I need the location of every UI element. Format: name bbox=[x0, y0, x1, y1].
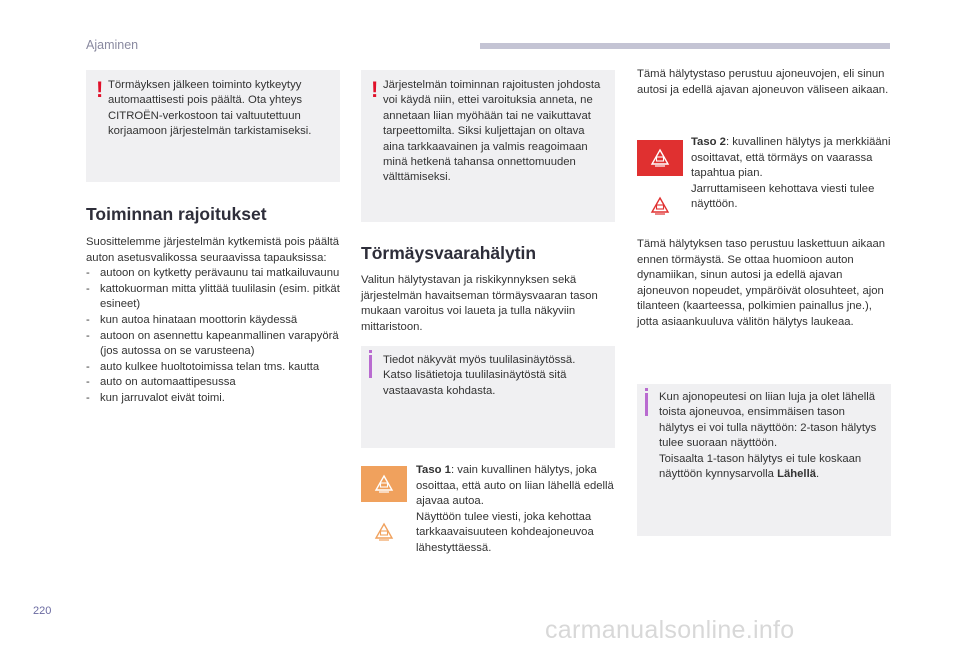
limitations-text bbox=[86, 235, 344, 407]
level2-description bbox=[691, 135, 891, 182]
level1-text-part: : vain kuvallinen hälytys, joka osoittaa, että auto on liian lähellä edellä ajavaa autoa. bbox=[416, 464, 614, 508]
level1-label: Taso 1 bbox=[416, 464, 451, 476]
collision-alert-intro: Valitun hälytystavan ja riskikynnyksen sekä järjestelmän havaitseman törmäysvaaran tason mukaan varoitus voi laueta ja tulla näkyviin mittaristoon. bbox=[361, 274, 598, 333]
collision-alert-icon bbox=[650, 196, 670, 216]
section-title: Ajaminen bbox=[86, 38, 139, 52]
list-item: - auto kulkee huoltotoimissa telan tms. kautta bbox=[86, 360, 344, 376]
level1-message: Näyttöön tulee viesti, joka kehottaa tarkkaavaisuuteen kohdeajoneuvoa lähestyttäessä. bbox=[416, 510, 594, 554]
level1-text bbox=[416, 463, 616, 557]
level1-description bbox=[416, 463, 616, 510]
warning-text: Järjestelmän toiminnan rajoitusten johdosta voi käydä niin, ettei varoituksia anneta, ne annetaan liian myöhään tai ne vaikuttavat tarpeettomilta. Siksi kuljettajan on oltava aina tarkkaavainen ja valmis reagoimaan minä hetkenä tahansa onnettomuuden välttämiseksi. bbox=[383, 79, 601, 184]
warning-box bbox=[86, 70, 340, 182]
level2-text-part: : kuvallinen hälytys ja merkkiääni osoittavat, että törmäys on vaarassa tapahtua pian. bbox=[691, 136, 891, 180]
list-item: - kun jarruvalot eivät toimi. bbox=[86, 391, 344, 407]
info-text: Tiedot näkyvät myös tuulilasinäytössä. Katso lisätietoja tuulilasinäytöstä sitä vastaavasta kohdasta. bbox=[383, 354, 576, 397]
list-item: - kun autoa hinataan moottorin käydessä bbox=[86, 313, 344, 329]
watermark: carmanualsonline.info bbox=[545, 616, 795, 644]
page-number: 220 bbox=[33, 605, 52, 617]
level2-text bbox=[691, 135, 891, 213]
info-line2 bbox=[659, 452, 883, 483]
level2-icon-white bbox=[637, 188, 683, 224]
info-icon bbox=[645, 393, 648, 416]
warning-text: Törmäyksen jälkeen toiminto kytkeytyy automaattisesti pois päältä. Ota yhteys CITROËN-verkostoon tai valtuutettuun korjaamoon järjestelmän tarkistamiseksi. bbox=[108, 79, 312, 138]
level2-label: Taso 2 bbox=[691, 136, 726, 148]
info-line2-prefix: Toisaalta 1-tason hälytys ei tule koskaan näyttöön kynnysarvolla bbox=[659, 452, 862, 481]
level2-icon-red bbox=[637, 140, 683, 176]
info-box bbox=[637, 384, 891, 536]
limitations-list bbox=[86, 266, 344, 406]
info-icon bbox=[369, 355, 372, 378]
level1-icon-white bbox=[361, 514, 407, 550]
level2-message: Jarruttamiseen kehottava viesti tulee näyttöön. bbox=[691, 182, 875, 211]
collision-warning-icon bbox=[374, 522, 394, 542]
heading-limitations: Toiminnan rajoitukset bbox=[86, 204, 267, 224]
list-item: - autoon on asennettu kapeanmallinen varapyörä (jos autossa on se varusteena) bbox=[86, 329, 344, 360]
list-item: - autoon on kytketty perävaunu tai matkailuvaunu bbox=[86, 266, 344, 282]
info-line2-suffix: . bbox=[816, 468, 820, 481]
list-item: - auto on automaattipesussa bbox=[86, 375, 344, 391]
column3-intro: Tämä hälytystaso perustuu ajoneuvojen, eli sinun autosi ja edellä ajavan ajoneuvon väliseen aikaan. bbox=[637, 68, 889, 96]
warning-icon: ! bbox=[371, 77, 379, 102]
warning-icon: ! bbox=[96, 77, 104, 102]
level1-icon-orange bbox=[361, 466, 407, 502]
heading-collision-alert: Törmäysvaarahälytin bbox=[361, 243, 537, 263]
limitations-intro: Suosittelemme järjestelmän kytkemistä pois päältä auton asetusvalikossa seuraavissa tapauksissa: bbox=[86, 236, 340, 264]
column3-body: Tämä hälytyksen taso perustuu laskettuun aikaan ennen törmäystä. Se ottaa huomioon auton dynamiikan, sinun autosi ja edellä ajavan ajoneuvon nopeudet, ympäröivät olosuhteet, ajon tilanteen (kaarteessa, polkimien painallus jne.), jotta asiaankuuluva välitön hälytys laukeaa. bbox=[637, 238, 886, 328]
warning-box bbox=[361, 70, 615, 222]
info-line1: Kun ajonopeutesi on liian luja ja olet lähellä toista ajoneuvoa, ensimmäisen tason hälytys ei voi tulla näyttöön: 2-tason hälytys tulee suoraan näyttöön. bbox=[659, 391, 877, 450]
collision-warning-icon bbox=[374, 474, 394, 494]
info-box bbox=[361, 346, 615, 448]
info-line2-bold: Lähellä bbox=[777, 468, 816, 481]
header-bar bbox=[480, 43, 890, 49]
collision-alert-icon bbox=[650, 148, 670, 168]
list-item: - kattokuorman mitta ylittää tuulilasin (esim. pitkät esineet) bbox=[86, 282, 344, 313]
info-text bbox=[659, 390, 883, 482]
